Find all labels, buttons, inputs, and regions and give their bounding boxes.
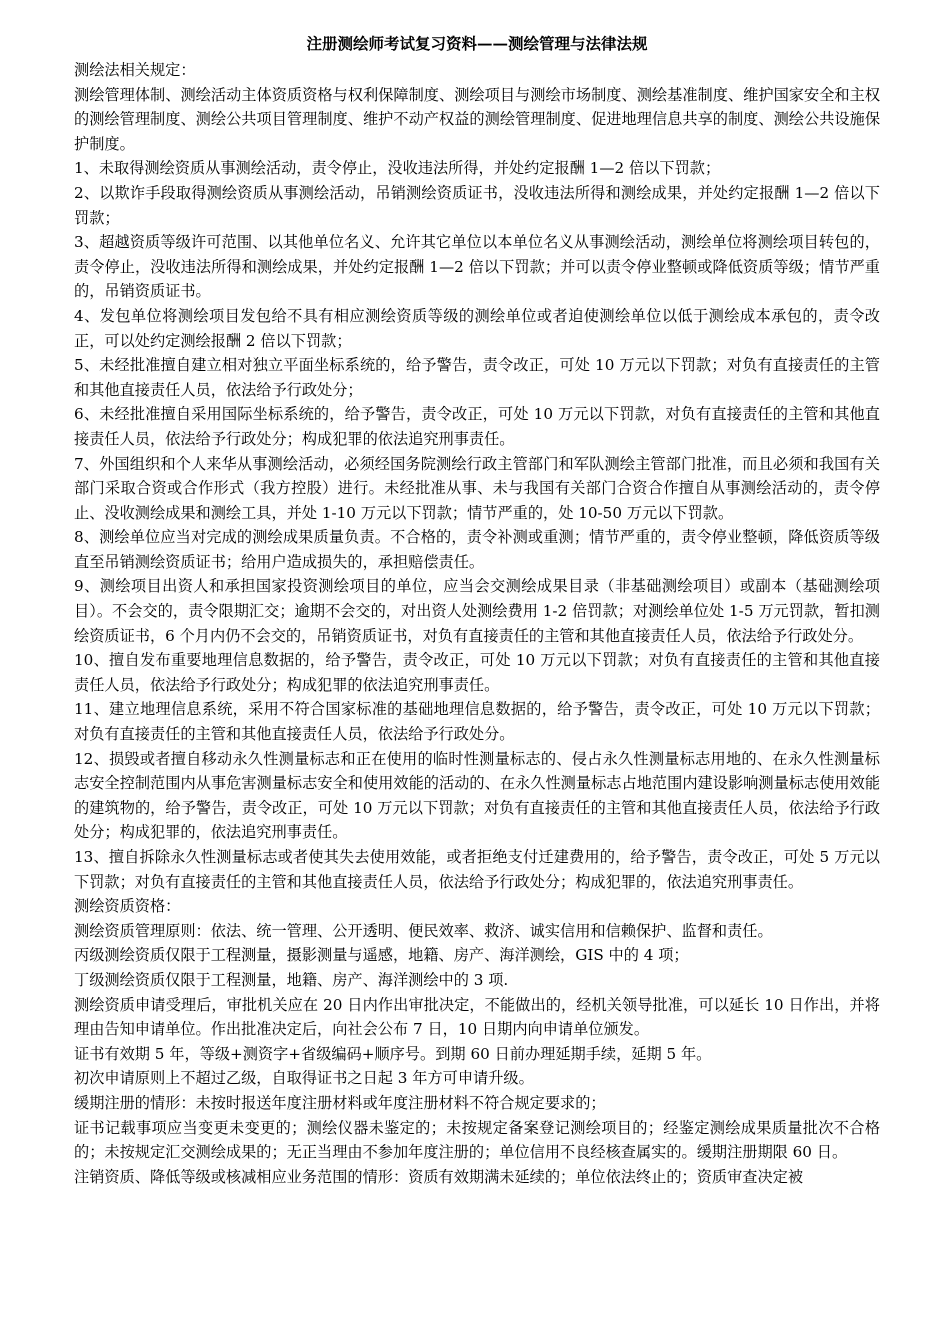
paragraph-application-review: 测绘资质申请受理后，审批机关应在 20 日内作出审批决定，不能做出的，经机关领导批准，可以延长 10 日作出，并将理由告知申请单位。作出批准决定后，向社会公布 7 日，10 日期内向申请单位颁发。 [74, 995, 880, 1039]
clause-9: 9、测绘项目出资人和承担国家投资测绘项目的单位，应当会交测绘成果目录（非基础测绘项目）或副本（基础测绘项目）。不会交的，责令限期汇交；逾期不会交的，对出资人处测绘费用 1-2 倍罚款；对测绘单位处 1-5 万元罚款，暂扣测绘资质证书，6 个月内仍不会交的，吊销资质证书，对负有直接责任的主管和其他直接责任人员，依法给予行政处分。 [74, 577, 880, 645]
paragraph-qualification-principles: 测绘资质管理原则：依法、统一管理、公开透明、便民效率、救济、诚实信用和信赖保护、监督和责任。 [74, 921, 773, 940]
clause-1: 1、未取得测绘资质从事测绘活动，责令停止，没收违法所得，并处约定报酬 1—2 倍以下罚款； [74, 159, 721, 178]
paragraph-cancellation: 注销资质、降低等级或核减相应业务范围的情形：资质有效期满未延续的；单位依法终止的；资质审查决定被 [74, 1167, 803, 1186]
clause-10: 10、擅自发布重要地理信息数据的，给予警告，责令改正，可处 10 万元以下罚款；对负有直接责任的主管和其他直接责任人员，依法给予行政处分；构成犯罪的依法追究刑事责任。 [74, 651, 880, 694]
clause-4: 4、发包单位将测绘项目发包给不具有相应测绘资质等级的测绘单位或者迫使测绘单位以低于测绘成本承包的，责令改正，可以处约定测绘报酬 2 倍以下罚款； [74, 306, 880, 350]
clause-3: 3、超越资质等级许可范围、以其他单位名义、允许其它单位以本单位名义从事测绘活动，测绘单位将测绘项目转包的，责令停止，没收违法所得和测绘成果，并处约定报酬 1—2 倍以下罚款；并可以责令停业整顿或降低资质等级；情节严重的，吊销资质证书。 [74, 233, 880, 301]
clause-6: 6、未经批准擅自采用国际坐标系统的，给予警告，责令改正，可处 10 万元以下罚款，对负有直接责任的主管和其他直接责任人员，依法给予行政处分；构成犯罪的依法追究刑事责任。 [74, 405, 880, 448]
paragraph-deferred-registration: 缓期注册的情形：未按时报送年度注册材料或年度注册材料不符合规定要求的； [74, 1093, 606, 1112]
clause-7: 7、外国组织和个人来华从事测绘活动，必须经国务院测绘行政主管部门和军队测绘主管部门批准，而且必须和我国有关部门采取合资或合作形式（我方控股）进行。未经批准从事、未与我国有关部门合资合作擅自从事测绘活动的，责令停止、没收测绘成果和测绘工具，并处 1-10 万元以下罚款；情节严重的，处 10-50 万元以下罚款。 [74, 454, 880, 522]
clause-2: 2、以欺诈手段取得测绘资质从事测绘活动，吊销测绘资质证书，没收违法所得和测绘成果，并处约定报酬 1—2 倍以下罚款； [74, 183, 880, 227]
paragraph-grade-d: 丁级测绘资质仅限于工程测量，地籍、房产、海洋测绘中的 3 项. [74, 970, 509, 989]
paragraph-grade-c: 丙级测绘资质仅限于工程测量，摄影测量与遥感，地籍、房产、海洋测绘，GIS 中的 4 项； [74, 946, 689, 965]
document-title: 注册测绘师考试复习资料——测绘管理与法律法规 [306, 34, 648, 53]
clause-8: 8、测绘单位应当对完成的测绘成果质量负责。不合格的，责令补测或重测；情节严重的，责令停业整顿，降低资质等级直至吊销测绘资质证书；给用户造成损失的，承担赔偿责任。 [74, 528, 880, 571]
paragraph-management-system: 测绘管理体制、测绘活动主体资质资格与权利保障制度、测绘项目与测绘市场制度、测绘基准制度、维护国家安全和主权的测绘管理制度、测绘公共项目管理制度、维护不动产权益的测绘管理制度、促进地理信息共享的制度、测绘公共设施保护制度。 [74, 85, 880, 153]
document-body [74, 58, 880, 1189]
clause-11: 11、建立地理信息系统，采用不符合国家标准的基础地理信息数据的，给予警告，责令改正，可处 10 万元以下罚款；对负有直接责任的主管和其他直接责任人员，依法给予行政处分。 [74, 700, 880, 744]
clause-12: 12、损毁或者擅自移动永久性测量标志和正在使用的临时性测量标志的、侵占永久性测量标志用地的、在永久性测量标志安全控制范围内从事危害测量标志安全和使用效能的活动的、在永久性测量标志占地范围内建设影响测量标志使用效能的建筑物的，给予警告，责令改正，可处 10 万元以下罚款；对负有直接责任的主管和其他直接责任人员，依法给予行政处分；构成犯罪的，依法追究刑事责任。 [74, 749, 880, 842]
section-heading-qualifications: 测绘资质资格： [74, 897, 181, 916]
clause-5: 5、未经批准擅自建立相对独立平面坐标系统的，给予警告，责令改正，可处 10 万元以下罚款；对负有直接责任的主管和其他直接责任人员，依法给予行政处分； [74, 356, 880, 399]
clause-13: 13、擅自拆除永久性测量标志或者使其失去使用效能，或者拒绝支付迁建费用的，给予警告，责令改正，可处 5 万元以下罚款；对负有直接责任的主管和其他直接责任人员，依法给予行政处分；构成犯罪的，依法追究刑事责任。 [74, 848, 880, 891]
paragraph-certificate-validity: 证书有效期 5 年，等级+测资字+省级编码+顺序号。到期 60 日前办理延期手续，延期 5 年。 [74, 1044, 712, 1063]
paragraph-initial-application: 初次申请原则上不超过乙级，自取得证书之日起 3 年方可申请升级。 [74, 1069, 534, 1088]
paragraph-deferred-cases: 证书记载事项应当变更未变更的；测绘仪器未鉴定的；未按规定备案登记测绘项目的；经鉴定测绘成果质量批次不合格的；未按规定汇交测绘成果的；无正当理由不参加年度注册的；单位信用不良经核查属实的。缓期注册期限 60 日。 [74, 1118, 880, 1162]
section-heading-surveying-law: 测绘法相关规定： [74, 61, 196, 79]
